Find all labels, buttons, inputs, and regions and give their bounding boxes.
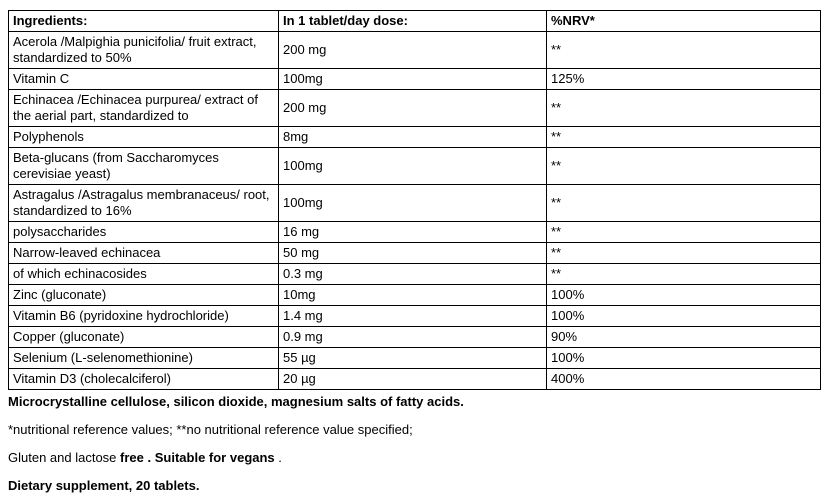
ingredient-cell: Zinc (gluconate) [9, 285, 279, 306]
dose-cell: 55 µg [279, 348, 547, 369]
ingredient-cell: Vitamin C [9, 69, 279, 90]
nrv-cell: 100% [547, 348, 821, 369]
table-row [9, 306, 821, 327]
footer-notes [8, 394, 825, 494]
allergen-note-prefix: Gluten and lactose [8, 450, 121, 465]
dose-cell: 1.4 mg [279, 306, 547, 327]
ingredient-cell: of which echinacosides [9, 264, 279, 285]
table-header-row [9, 11, 821, 32]
table-row [9, 185, 821, 222]
allergen-note [8, 450, 825, 466]
table-row [9, 369, 821, 390]
table-row [9, 264, 821, 285]
nrv-cell: 100% [547, 306, 821, 327]
dose-cell: 100mg [279, 185, 547, 222]
dose-cell: 200 mg [279, 90, 547, 127]
nrv-cell: 400% [547, 369, 821, 390]
nrv-cell: 125% [547, 69, 821, 90]
ingredient-cell: Copper (gluconate) [9, 327, 279, 348]
ingredient-cell: Acerola /Malpighia punicifolia/ fruit extract, standardized to 50% [9, 32, 279, 69]
dose-cell: 8mg [279, 127, 547, 148]
dose-cell: 16 mg [279, 222, 547, 243]
table-row [9, 348, 821, 369]
allergen-note-free: free . [120, 450, 152, 465]
dose-cell: 10mg [279, 285, 547, 306]
nrv-cell: ** [547, 148, 821, 185]
allergen-note-vegans: Suitable for vegans [154, 450, 275, 465]
dose-cell: 100mg [279, 69, 547, 90]
allergen-note-suffix: . [274, 450, 282, 465]
ingredient-cell: Narrow-leaved echinacea [9, 243, 279, 264]
ingredients-table [8, 10, 821, 390]
ingredient-cell: Echinacea /Echinacea purpurea/ extract of the aerial part, standardized to [9, 90, 279, 127]
nrv-cell: ** [547, 127, 821, 148]
dose-cell: 20 µg [279, 369, 547, 390]
supplement-info: Dietary supplement, 20 tablets. [8, 478, 200, 493]
nrv-footnote: *nutritional reference values; **no nutritional reference value specified; [8, 422, 413, 437]
ingredient-cell: polysaccharides [9, 222, 279, 243]
ingredient-cell: Polyphenols [9, 127, 279, 148]
ingredient-cell: Astragalus /Astragalus membranaceus/ root, standardized to 16% [9, 185, 279, 222]
table-row [9, 285, 821, 306]
nrv-cell: 90% [547, 327, 821, 348]
nrv-cell: ** [547, 185, 821, 222]
table-row [9, 90, 821, 127]
nrv-cell: ** [547, 222, 821, 243]
nrv-cell: ** [547, 90, 821, 127]
ingredient-cell: Beta-glucans (from Saccharomyces cerevisiae yeast) [9, 148, 279, 185]
table-row [9, 69, 821, 90]
dose-cell: 200 mg [279, 32, 547, 69]
ingredient-cell: Vitamin B6 (pyridoxine hydrochloride) [9, 306, 279, 327]
ingredients-table-body [9, 32, 821, 390]
header-ingredients: Ingredients: [9, 11, 279, 32]
table-row [9, 243, 821, 264]
header-nrv: %NRV* [547, 11, 821, 32]
table-row [9, 327, 821, 348]
table-row [9, 148, 821, 185]
nrv-cell: 100% [547, 285, 821, 306]
table-row [9, 32, 821, 69]
table-row [9, 222, 821, 243]
dose-cell: 50 mg [279, 243, 547, 264]
table-row [9, 127, 821, 148]
nrv-cell: ** [547, 32, 821, 69]
ingredient-cell: Selenium (L-selenomethionine) [9, 348, 279, 369]
dose-cell: 0.3 mg [279, 264, 547, 285]
nrv-cell: ** [547, 264, 821, 285]
dose-cell: 100mg [279, 148, 547, 185]
excipients-note: Microcrystalline cellulose, silicon dioxide, magnesium salts of fatty acids. [8, 394, 464, 409]
nrv-cell: ** [547, 243, 821, 264]
ingredient-cell: Vitamin D3 (cholecalciferol) [9, 369, 279, 390]
header-dose: In 1 tablet/day dose: [279, 11, 547, 32]
dose-cell: 0.9 mg [279, 327, 547, 348]
